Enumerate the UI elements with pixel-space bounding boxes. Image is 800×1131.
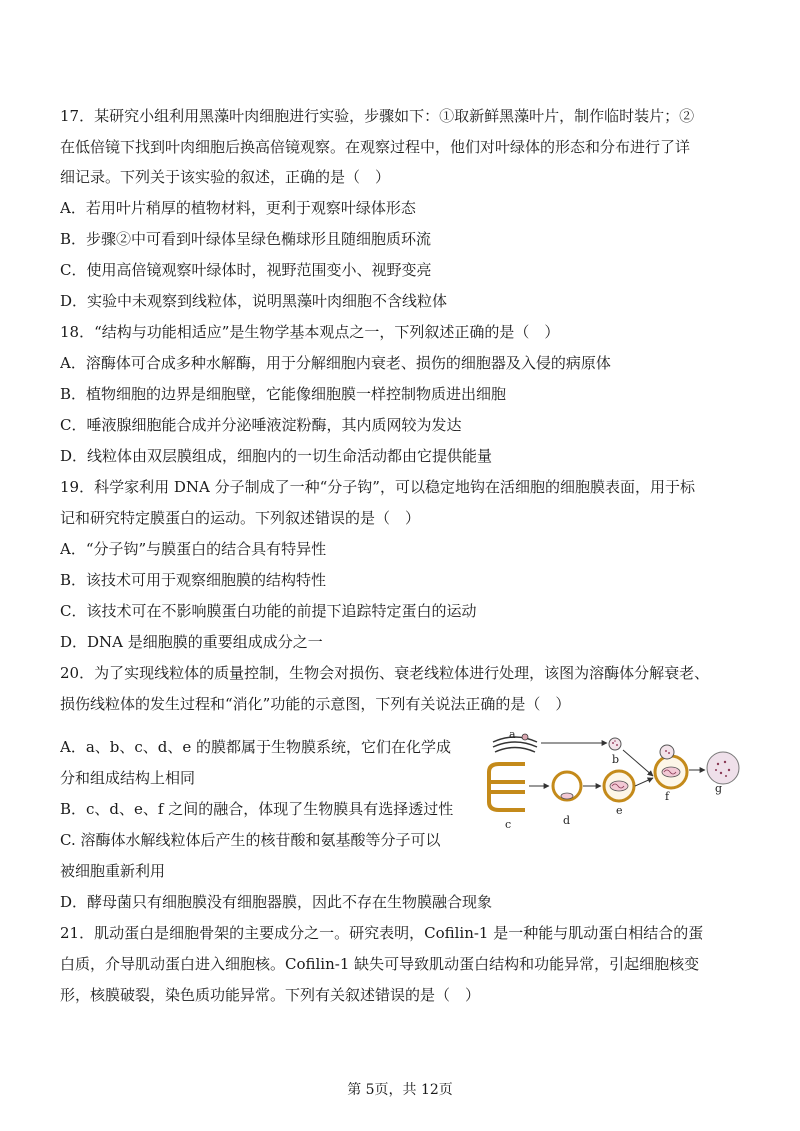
label-a: a	[509, 728, 516, 741]
q20-option-b: B．c、d、e、f 之间的融合，体现了生物膜具有选择透过性	[60, 800, 454, 818]
q19-option-d: D．DNA 是细胞膜的重要组成成分之一	[60, 633, 323, 651]
autolysosome-f-icon	[655, 745, 687, 788]
q20-option-a-line-1: A．a、b、c、d、e 的膜都属于生物膜系统，它们在化学成	[60, 738, 452, 756]
autophagosome-e-icon	[604, 771, 634, 801]
q21-stem-line-2: 白质，介导肌动蛋白进入细胞核。Cofilin-1 缺失可导致肌动蛋白结构和功能异常，引起细胞核变	[60, 955, 700, 973]
er-c-icon	[489, 764, 525, 810]
page-footer: 第 5页，共 12页	[347, 1082, 453, 1098]
q19-option-b: B．该技术可用于观察细胞膜的结构特性	[60, 571, 327, 589]
q18-stem: 18．“结构与功能相适应”是生物学基本观点之一，下列叙述正确的是（ ）	[60, 323, 560, 341]
q17-stem-line-2: 在低倍镜下找到叶肉细胞后换高倍镜观察。在观察过程中，他们对叶绿体的形态和分布进行了详	[60, 138, 691, 156]
q17-option-c: C．使用高倍镜观察叶绿体时，视野范围变小、视野变亮	[60, 261, 432, 279]
q17-option-b: B．步骤②中可看到叶绿体呈绿色椭球形且随细胞质环流	[60, 230, 432, 248]
q18-option-d: D．线粒体由双层膜组成，细胞内的一切生命活动都由它提供能量	[60, 447, 493, 465]
lysosome-mitophagy-diagram	[485, 728, 745, 838]
residual-body-g-icon	[707, 752, 739, 784]
q17-stem-line-1: 17．某研究小组利用黑藻叶肉细胞进行实验，步骤如下：①取新鲜黑藻叶片，制作临时装片；②	[60, 107, 695, 125]
q18-option-a: A．溶酶体可合成多种水解酶，用于分解细胞内衰老、损伤的细胞器及入侵的病原体	[60, 354, 611, 372]
q17-stem-line-3: 细记录。下列关于该实验的叙述，正确的是（ ）	[60, 168, 391, 186]
q19-stem-line-2: 记和研究特定膜蛋白的运动。下列叙述错误的是（ ）	[60, 509, 421, 527]
q18-option-c: C．唾液腺细胞能合成并分泌唾液淀粉酶，其内质网较为发达	[60, 416, 462, 434]
q21-stem-line-3: 形，核膜破裂，染色质功能异常。下列有关叙述错误的是（ ）	[60, 986, 481, 1004]
q17-option-d: D．实验中未观察到线粒体，说明黑藻叶肉细胞不含线粒体	[60, 292, 448, 310]
q20-option-c-line-1: C. 溶酶体水解线粒体后产生的核苷酸和氨基酸等分子可以	[60, 831, 441, 849]
lysosome-b-icon	[609, 738, 621, 750]
q20-stem-line-1: 20．为了实现线粒体的质量控制，生物会对损伤、衰老线粒体进行处理，该图为溶酶体分解衰老、	[60, 664, 710, 682]
q19-stem-line-1: 19．科学家利用 DNA 分子制成了一种“分子钩”，可以稳定地钩在活细胞的细胞膜表面，用于标	[60, 478, 695, 496]
q20-option-d: D．酵母菌只有细胞膜没有细胞器膜，因此不存在生物膜融合现象	[60, 893, 493, 911]
label-e: e	[616, 804, 623, 817]
q21-stem-line-1: 21．肌动蛋白是细胞骨架的主要成分之一。研究表明，Cofilin-1 是一种能与肌动蛋白相结合的蛋	[60, 924, 704, 942]
q20-option-c-line-2: 被细胞重新利用	[60, 862, 166, 880]
label-g: g	[715, 782, 723, 795]
phagophore-d-icon	[553, 772, 581, 800]
label-d: d	[563, 814, 571, 827]
q20-option-a-line-2: 分和组成结构上相同	[60, 769, 196, 787]
label-c: c	[505, 818, 512, 831]
label-b: b	[612, 753, 620, 766]
q17-option-a: A．若用叶片稍厚的植物材料，更利于观察叶绿体形态	[60, 199, 416, 217]
label-f: f	[665, 790, 670, 803]
q20-stem-line-2: 损伤线粒体的发生过程和“消化”功能的示意图，下列有关说法正确的是（ ）	[60, 695, 571, 713]
q18-option-b: B．植物细胞的边界是细胞壁，它能像细胞膜一样控制物质进出细胞	[60, 385, 507, 403]
q19-option-a: A．“分子钩”与膜蛋白的结合具有特异性	[60, 540, 327, 558]
q19-option-c: C．该技术可在不影响膜蛋白功能的前提下追踪特定蛋白的运动	[60, 602, 477, 620]
